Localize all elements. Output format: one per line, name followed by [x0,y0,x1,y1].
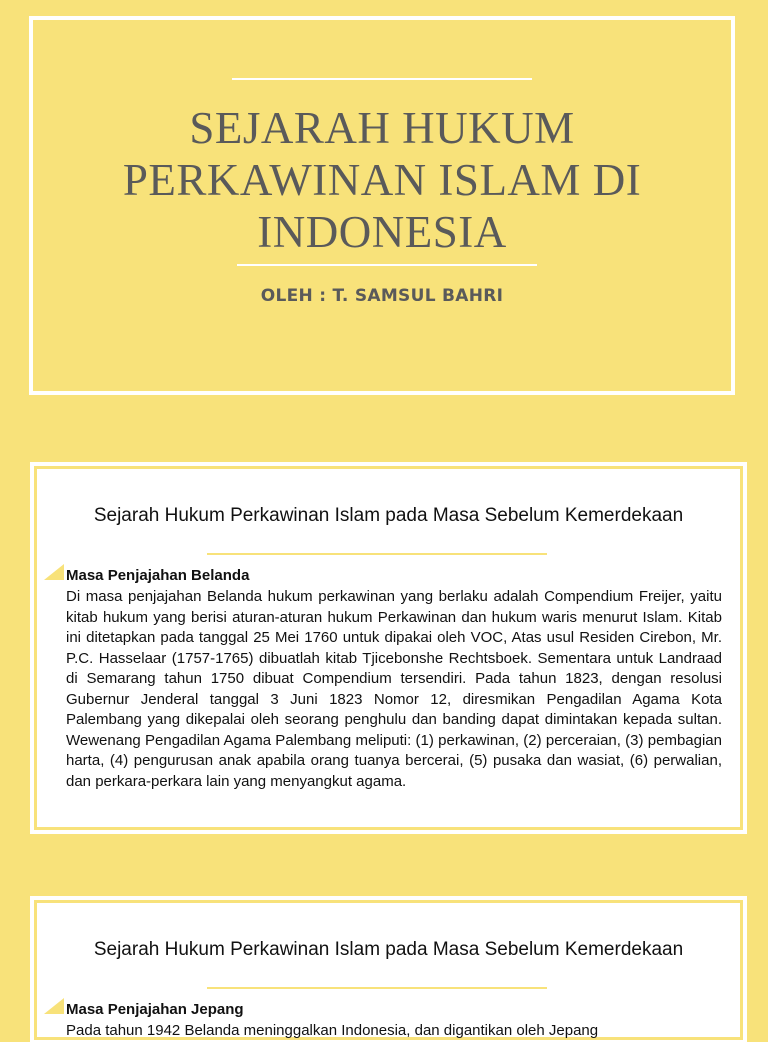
corner-triangle-icon [44,564,64,580]
slide-card-belanda [34,466,743,830]
corner-triangle-icon [44,998,64,1014]
card-title: Sejarah Hukum Perkawinan Islam pada Masa Sebelum Kemerdekaan [93,939,684,960]
card-title: Sejarah Hukum Perkawinan Islam pada Masa Sebelum Kemerdekaan [93,505,684,526]
author-line: OLEH : T. SAMSUL BAHRI [260,286,504,306]
section-heading: Masa Penjajahan Belanda [66,567,250,584]
title-slide [29,16,735,395]
section-body: Di masa penjajahan Belanda hukum perkawinan yang berlaku adalah Compendium Freijer, yaitu kitab hukum yang berisi aturan-aturan hukum Perkawinan dan hukum waris menurut Islam. Kitab ini ditetapkan pada tanggal 25 Mei 1760 untuk dipakai oleh VOC, Atas usul Residen Cirebon, Mr. P.C. Hasselaar (1757-1765) dibuatlah kitab Tjicebonshe Rechtsboek. Sementara untuk Landraad di Semarang tahun 1750 dibuat Compendium tersendiri. Pada tahun 1823, dengan resolusi Gubernur Jenderal tanggal 3 Juni 1823 Nomor 12, diresmikan Pengadilan Agama Kota Palembang yang dikepalai oleh seorang penghulu dan banding dapat dimintakan kepada sultan. Wewenang Pengadilan Agama Palembang meliputi: (1) perkawinan, (2) perceraian, (3) pembagian harta, (4) pengurusan anak apabila orang tuanya bercerai, (5) pusaka dan wasiat, (6) perwalian, dan perkara-perkara lain yang menyangkut agama. [66,588,722,790]
slide-card-jepang [34,900,743,1040]
card-title-rule [207,987,547,989]
presentation-title: SEJARAH HUKUM PERKAWINAN ISLAM DI INDONESIA [122,103,642,257]
card-title-rule [207,553,547,555]
title-bottom-rule [237,264,537,266]
section-body: Pada tahun 1942 Belanda meninggalkan Indonesia, dan digantikan oleh Jepang [66,1022,599,1039]
title-top-rule [232,78,532,80]
section-heading: Masa Penjajahan Jepang [66,1001,244,1018]
